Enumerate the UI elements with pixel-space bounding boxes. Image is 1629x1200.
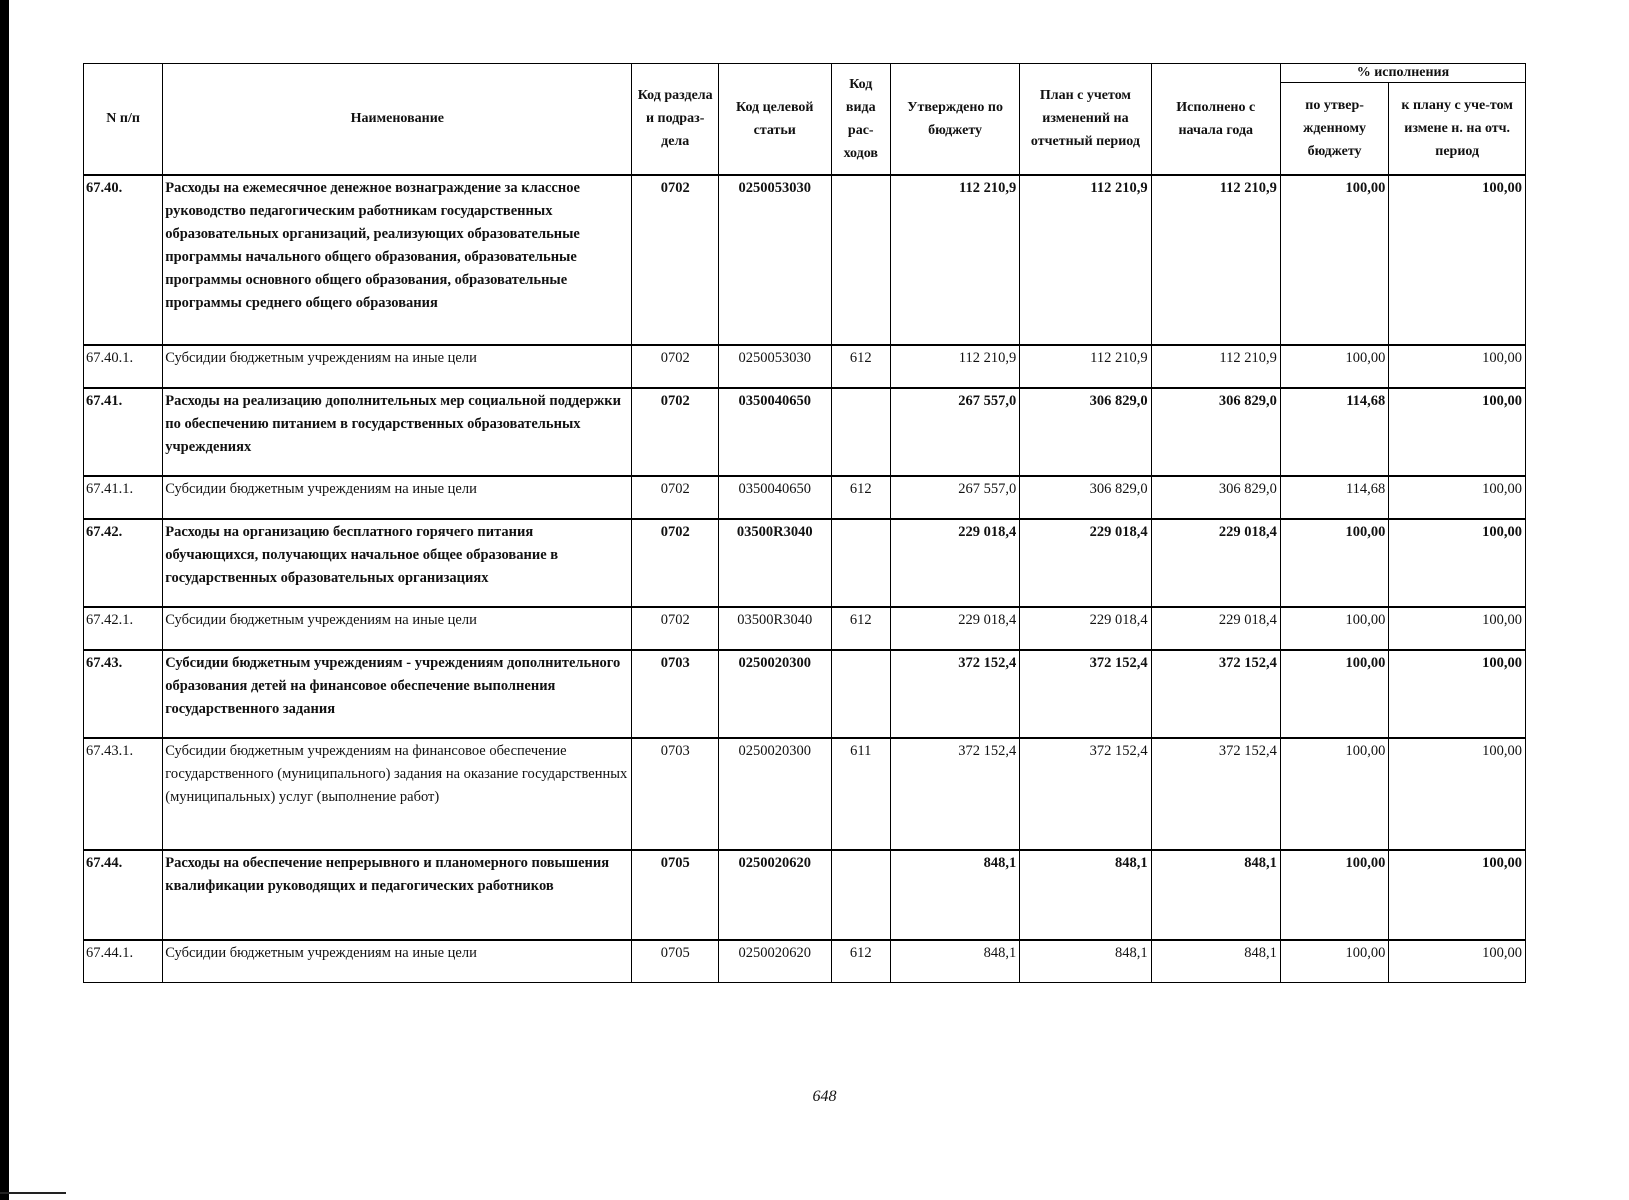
row-target-code: 0250020620 [718,940,831,983]
row-pct-budget: 100,00 [1280,345,1388,388]
row-target-code: 03500R3040 [718,607,831,650]
header-executed: Исполнено с начала года [1151,64,1280,175]
row-approved: 112 210,9 [890,345,1019,388]
row-pct-budget: 100,00 [1280,738,1388,850]
header-pct-budget: по утвер-жденному бюджету [1280,83,1388,175]
row-executed: 112 210,9 [1151,345,1280,388]
row-pct-plan: 100,00 [1389,345,1526,388]
row-pct-budget: 114,68 [1280,388,1388,476]
row-name: Субсидии бюджетным учреждениям - учреждениям дополнительного образования детей на финансовое обеспечение выполнения государственного задания [163,650,632,738]
row-np: 67.40.1. [84,345,163,388]
row-pct-budget: 100,00 [1280,650,1388,738]
row-name: Субсидии бюджетным учреждениям на финансовое обеспечение государственного (муниципального) задания на оказание государственных (муниципальных) услуг (выполнение работ) [163,738,632,850]
table-row [84,940,1526,983]
row-name: Расходы на ежемесячное денежное вознаграждение за классное руководство педагогическим работникам государственных образовательных организаций, реализующих образовательные программы начального общего образования, образовательные программы основного общего образования, образовательные программы среднего общего образования [163,175,632,345]
row-pct-plan: 100,00 [1389,519,1526,607]
table-row [84,345,1526,388]
budget-table [83,63,1526,983]
table-row [84,607,1526,650]
row-section-code: 0705 [632,940,719,983]
row-pct-budget: 114,68 [1280,476,1388,519]
header-pct-group: % исполнения [1280,64,1525,83]
row-plan: 306 829,0 [1020,388,1151,476]
row-approved: 848,1 [890,940,1019,983]
row-name: Расходы на обеспечение непрерывного и планомерного повышения квалификации руководящих и педагогических работников [163,850,632,940]
header-plan: План с учетом изменений на отчетный период [1020,64,1151,175]
row-expense-code: 612 [831,476,890,519]
table-row [84,650,1526,738]
row-plan: 848,1 [1020,940,1151,983]
table-row [84,519,1526,607]
row-name: Субсидии бюджетным учреждениям на иные цели [163,607,632,650]
row-target-code: 0250020300 [718,650,831,738]
row-approved: 229 018,4 [890,607,1019,650]
row-name-text: Расходы на организацию бесплатного горячего питания обучающихся, получающих начальное общее образование в государственных образовательных организациях [165,523,559,586]
row-expense-code [831,388,890,476]
row-approved: 372 152,4 [890,738,1019,850]
page-number: 648 [812,1088,837,1105]
row-expense-code [831,175,890,345]
header-name: Наименование [163,64,632,175]
row-approved: 267 557,0 [890,388,1019,476]
row-np: 67.44.1. [84,940,163,983]
row-section-code: 0702 [632,607,719,650]
row-pct-plan: 100,00 [1389,650,1526,738]
row-name: Субсидии бюджетным учреждениям на иные цели [163,345,632,388]
row-executed: 848,1 [1151,850,1280,940]
row-target-code: 0350040650 [718,388,831,476]
row-expense-code: 611 [831,738,890,850]
row-plan: 848,1 [1020,850,1151,940]
row-pct-plan: 100,00 [1389,476,1526,519]
row-expense-code: 612 [831,345,890,388]
row-expense-code [831,850,890,940]
row-executed: 372 152,4 [1151,738,1280,850]
row-target-code: 03500R3040 [718,519,831,607]
row-executed: 306 829,0 [1151,476,1280,519]
row-plan: 372 152,4 [1020,738,1151,850]
row-expense-code: 612 [831,607,890,650]
row-name: Субсидии бюджетным учреждениям на иные цели [163,476,632,519]
row-expense-code [831,650,890,738]
row-section-code: 0702 [632,519,719,607]
row-name: Субсидии бюджетным учреждениям на иные цели [163,940,632,983]
row-pct-budget: 100,00 [1280,607,1388,650]
header-approved: Утверждено по бюджету [890,64,1019,175]
row-pct-plan: 100,00 [1389,607,1526,650]
row-np: 67.40. [84,175,163,345]
row-approved: 112 210,9 [890,175,1019,345]
row-executed: 372 152,4 [1151,650,1280,738]
row-section-code: 0705 [632,850,719,940]
row-target-code: 0250053030 [718,345,831,388]
row-section-code: 0702 [632,476,719,519]
row-approved: 848,1 [890,850,1019,940]
row-section-code: 0702 [632,388,719,476]
header-pct-plan: к плану с уче-том измене н. на отч. период [1389,83,1526,175]
row-executed: 229 018,4 [1151,519,1280,607]
row-np: 67.43.1. [84,738,163,850]
row-np: 67.42. [84,519,163,607]
row-target-code: 0250020300 [718,738,831,850]
row-pct-plan: 100,00 [1389,175,1526,345]
row-plan: 229 018,4 [1020,519,1151,607]
row-section-code: 0703 [632,650,719,738]
header-section-code: Код раздела и подраз-дела [632,64,719,175]
row-plan: 112 210,9 [1020,175,1151,345]
row-expense-code: 612 [831,940,890,983]
row-executed: 229 018,4 [1151,607,1280,650]
row-target-code: 0350040650 [718,476,831,519]
row-name: Расходы на реализацию дополнительных мер социальной поддержки по обеспечению питанием в государственных образовательных учреждениях [163,388,632,476]
row-plan: 306 829,0 [1020,476,1151,519]
bottom-rule [0,1192,66,1194]
row-pct-plan: 100,00 [1389,738,1526,850]
header-target-code: Код целевой статьи [718,64,831,175]
row-plan: 112 210,9 [1020,345,1151,388]
row-pct-budget: 100,00 [1280,519,1388,607]
table-row [84,738,1526,850]
row-target-code: 0250020620 [718,850,831,940]
header-np: N п/п [84,64,163,175]
row-np: 67.41. [84,388,163,476]
row-pct-plan: 100,00 [1389,850,1526,940]
row-executed: 112 210,9 [1151,175,1280,345]
row-executed: 848,1 [1151,940,1280,983]
row-np: 67.42.1. [84,607,163,650]
row-pct-budget: 100,00 [1280,850,1388,940]
row-plan: 229 018,4 [1020,607,1151,650]
scan-edge [0,0,9,1200]
table-row [84,388,1526,476]
row-pct-budget: 100,00 [1280,940,1388,983]
row-section-code: 0702 [632,345,719,388]
row-target-code: 0250053030 [718,175,831,345]
row-np: 67.44. [84,850,163,940]
row-expense-code [831,519,890,607]
row-pct-plan: 100,00 [1389,388,1526,476]
row-executed: 306 829,0 [1151,388,1280,476]
row-section-code: 0702 [632,175,719,345]
row-name [163,519,632,607]
row-np: 67.41.1. [84,476,163,519]
row-pct-budget: 100,00 [1280,175,1388,345]
row-approved: 267 557,0 [890,476,1019,519]
row-section-code: 0703 [632,738,719,850]
row-plan: 372 152,4 [1020,650,1151,738]
table-header [84,64,1526,175]
row-np: 67.43. [84,650,163,738]
table-row [84,850,1526,940]
header-expense-code: Код вида рас-ходов [831,64,890,175]
row-pct-plan: 100,00 [1389,940,1526,983]
row-approved: 229 018,4 [890,519,1019,607]
table-row [84,175,1526,345]
row-approved: 372 152,4 [890,650,1019,738]
table-row [84,476,1526,519]
